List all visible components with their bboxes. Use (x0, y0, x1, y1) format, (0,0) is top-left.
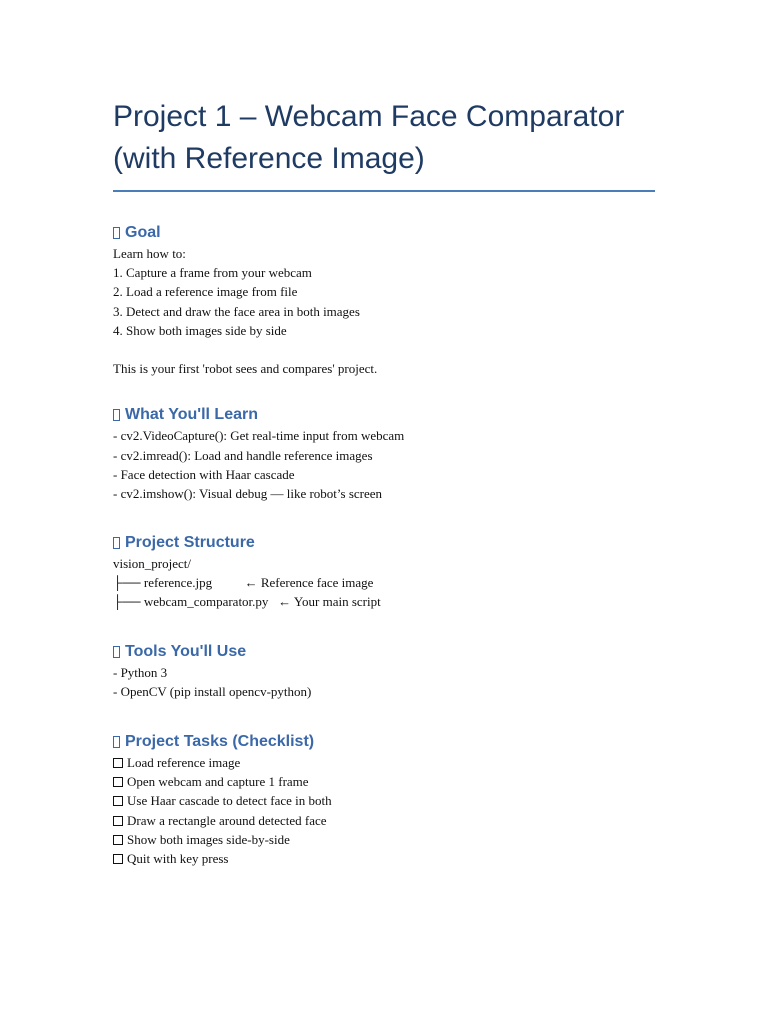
checkbox-icon (113, 758, 123, 768)
checklist-item (113, 849, 655, 868)
section-heading (113, 404, 655, 426)
missing-glyph-icon (113, 227, 120, 239)
checklist-item (113, 811, 655, 830)
checkbox-icon (113, 854, 123, 864)
text-line: 2. Load a reference image from file (113, 284, 298, 300)
text-line: 4. Show both images side by side (113, 322, 287, 338)
section-heading (113, 731, 655, 753)
title-line-2: (with Reference Image) (113, 142, 425, 175)
missing-glyph-icon (113, 736, 120, 748)
text-line: ├── reference.jpg ← Reference face image (113, 575, 374, 591)
missing-glyph-icon (113, 646, 120, 658)
checkbox-icon (113, 796, 123, 806)
checkbox-icon (113, 777, 123, 787)
section-tools (113, 641, 655, 701)
checklist-item-label: Draw a rectangle around detected face (127, 812, 327, 828)
text-line: This is your first 'robot sees and compares' project. (113, 361, 378, 377)
section-project-structure (113, 532, 655, 612)
section-heading (113, 222, 655, 244)
checklist-item-label: Quit with key press (127, 850, 229, 866)
checklist-item (113, 830, 655, 849)
text-line: ├── webcam_comparator.py ← Your main script (113, 594, 381, 610)
checklist-item-label: Open webcam and capture 1 frame (127, 774, 309, 790)
document-page (113, 96, 655, 868)
text-line: - cv2.VideoCapture(): Get real-time input from webcam (113, 428, 405, 444)
checklist-item (113, 791, 655, 810)
section-heading-text: Project Structure (125, 534, 255, 552)
section-heading (113, 641, 655, 663)
text-line: 3. Detect and draw the face area in both images (113, 303, 360, 319)
section-project-tasks (113, 731, 655, 868)
text-line: - cv2.imshow(): Visual debug — like robot’s screen (113, 485, 383, 501)
missing-glyph-icon (113, 537, 120, 549)
text-line: - OpenCV (pip install opencv-python) (113, 683, 312, 699)
checklist-item (113, 772, 655, 791)
section-heading-text: What You'll Learn (125, 406, 258, 424)
section-heading-text: Tools You'll Use (125, 642, 247, 660)
section-heading (113, 532, 655, 554)
checklist-item-label: Load reference image (127, 755, 241, 770)
checklist-item-label: Use Haar cascade to detect face in both (127, 793, 332, 809)
section-heading-text: Project Tasks (Checklist) (125, 733, 315, 750)
text-line: - Python 3 (113, 664, 168, 680)
missing-glyph-icon (113, 409, 120, 421)
document-title (113, 96, 655, 180)
blank-line (113, 340, 655, 359)
checklist-item (113, 753, 655, 772)
text-line: 1. Capture a frame from your webcam (113, 265, 312, 281)
checkbox-icon (113, 835, 123, 845)
title-line-1: Project 1 – Webcam Face Comparator (113, 100, 625, 133)
text-line: vision_project/ (113, 556, 191, 572)
section-goal (113, 222, 655, 378)
text-line: Learn how to: (113, 246, 186, 261)
title-underline (113, 190, 655, 192)
checkbox-icon (113, 816, 123, 826)
section-what-youll-learn (113, 404, 655, 503)
text-line: - Face detection with Haar cascade (113, 466, 295, 482)
checklist-item-label: Show both images side-by-side (127, 831, 290, 847)
text-line: - cv2.imread(): Load and handle reference images (113, 447, 373, 463)
section-heading-text: Goal (125, 224, 161, 241)
